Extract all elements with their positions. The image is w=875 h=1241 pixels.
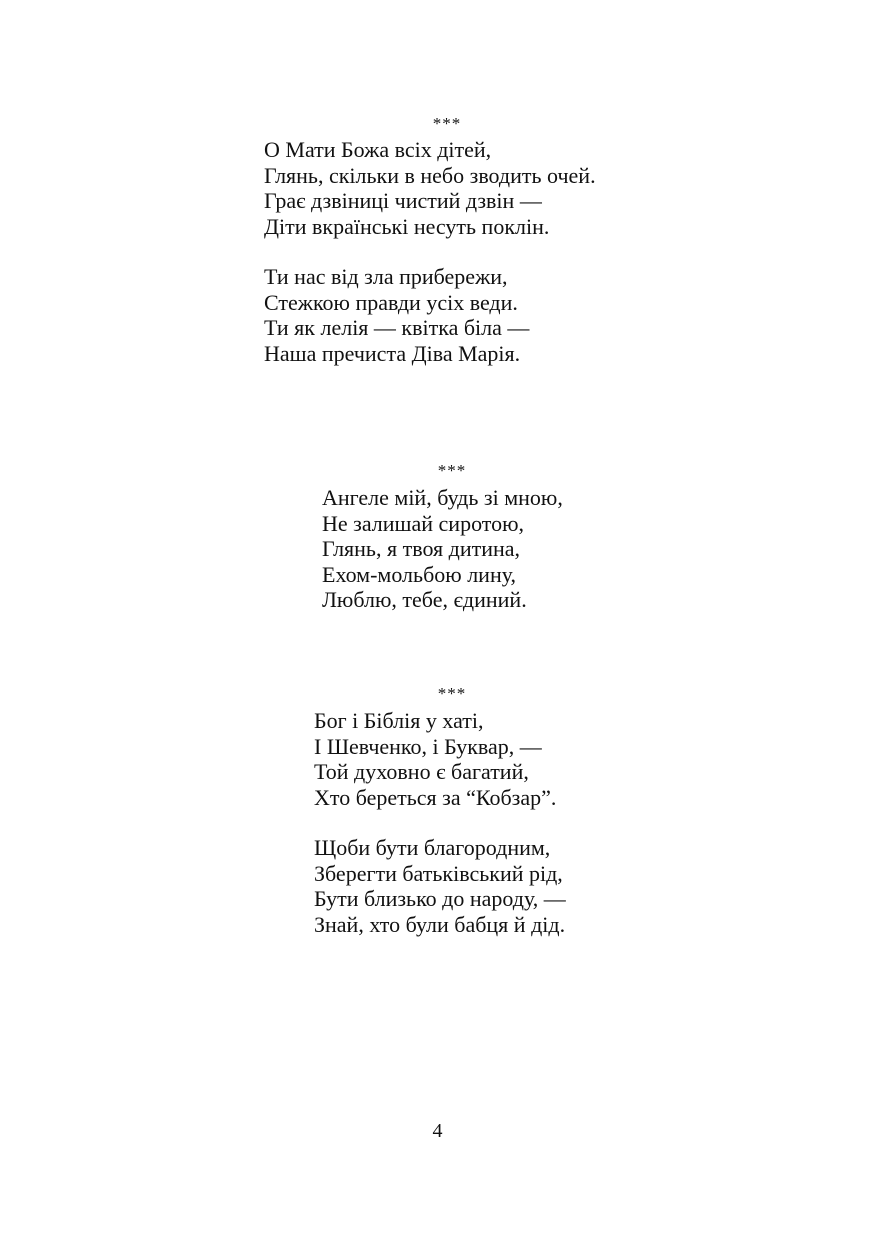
poem-3	[314, 708, 566, 937]
poem-line: Глянь, я твоя дитина,	[322, 536, 521, 561]
poem-line: Бути близько до народу, —	[314, 886, 566, 911]
poem-line: Ехом-мольбою лину,	[322, 561, 517, 587]
poem-2-separator: ***	[437, 461, 467, 480]
poem-line: Щоби бути благородним,	[314, 835, 551, 860]
poem-line: Той духовно є багатий,	[314, 759, 529, 784]
stanza-gap	[264, 239, 596, 264]
poem-line: Хто береться за “Кобзар”.	[314, 784, 557, 810]
poem-line: Наша пречиста Діва Марія.	[264, 340, 521, 366]
poem-line: Не залишай сиротою,	[322, 510, 525, 536]
poem-line: І Шевченко, і Буквар, —	[314, 733, 542, 759]
poem-line: Грає дзвіниці чистий дзвін —	[264, 188, 542, 213]
poem-2	[322, 485, 563, 613]
stanza-gap	[314, 810, 566, 835]
poem-line: Діти вкраїнські несуть поклін.	[264, 213, 550, 239]
poem-1-separator: ***	[432, 114, 462, 133]
poem-line: Зберегти батьківський рід,	[314, 860, 563, 886]
poem-line: Знай, хто були бабця й дід.	[314, 911, 566, 937]
poem-line: Стежкою правди усіх веди.	[264, 289, 518, 315]
poem-1	[264, 137, 596, 366]
poem-3-separator: ***	[437, 684, 467, 703]
poem-line: Ти нас від зла прибережи,	[264, 264, 508, 289]
poem-line: Глянь, скільки в небо зводить очей.	[264, 162, 596, 188]
poem-line: Ангеле мій, будь зі мною,	[322, 485, 563, 510]
poem-line: О Мати Божа всіх дітей,	[264, 137, 492, 162]
poem-line: Ти як лелія — квітка біла —	[264, 315, 530, 340]
poem-line: Люблю, тебе, єдиний.	[322, 587, 527, 612]
poem-line: Бог і Біблія у хаті,	[314, 708, 484, 733]
page-number: 4	[432, 1120, 443, 1142]
